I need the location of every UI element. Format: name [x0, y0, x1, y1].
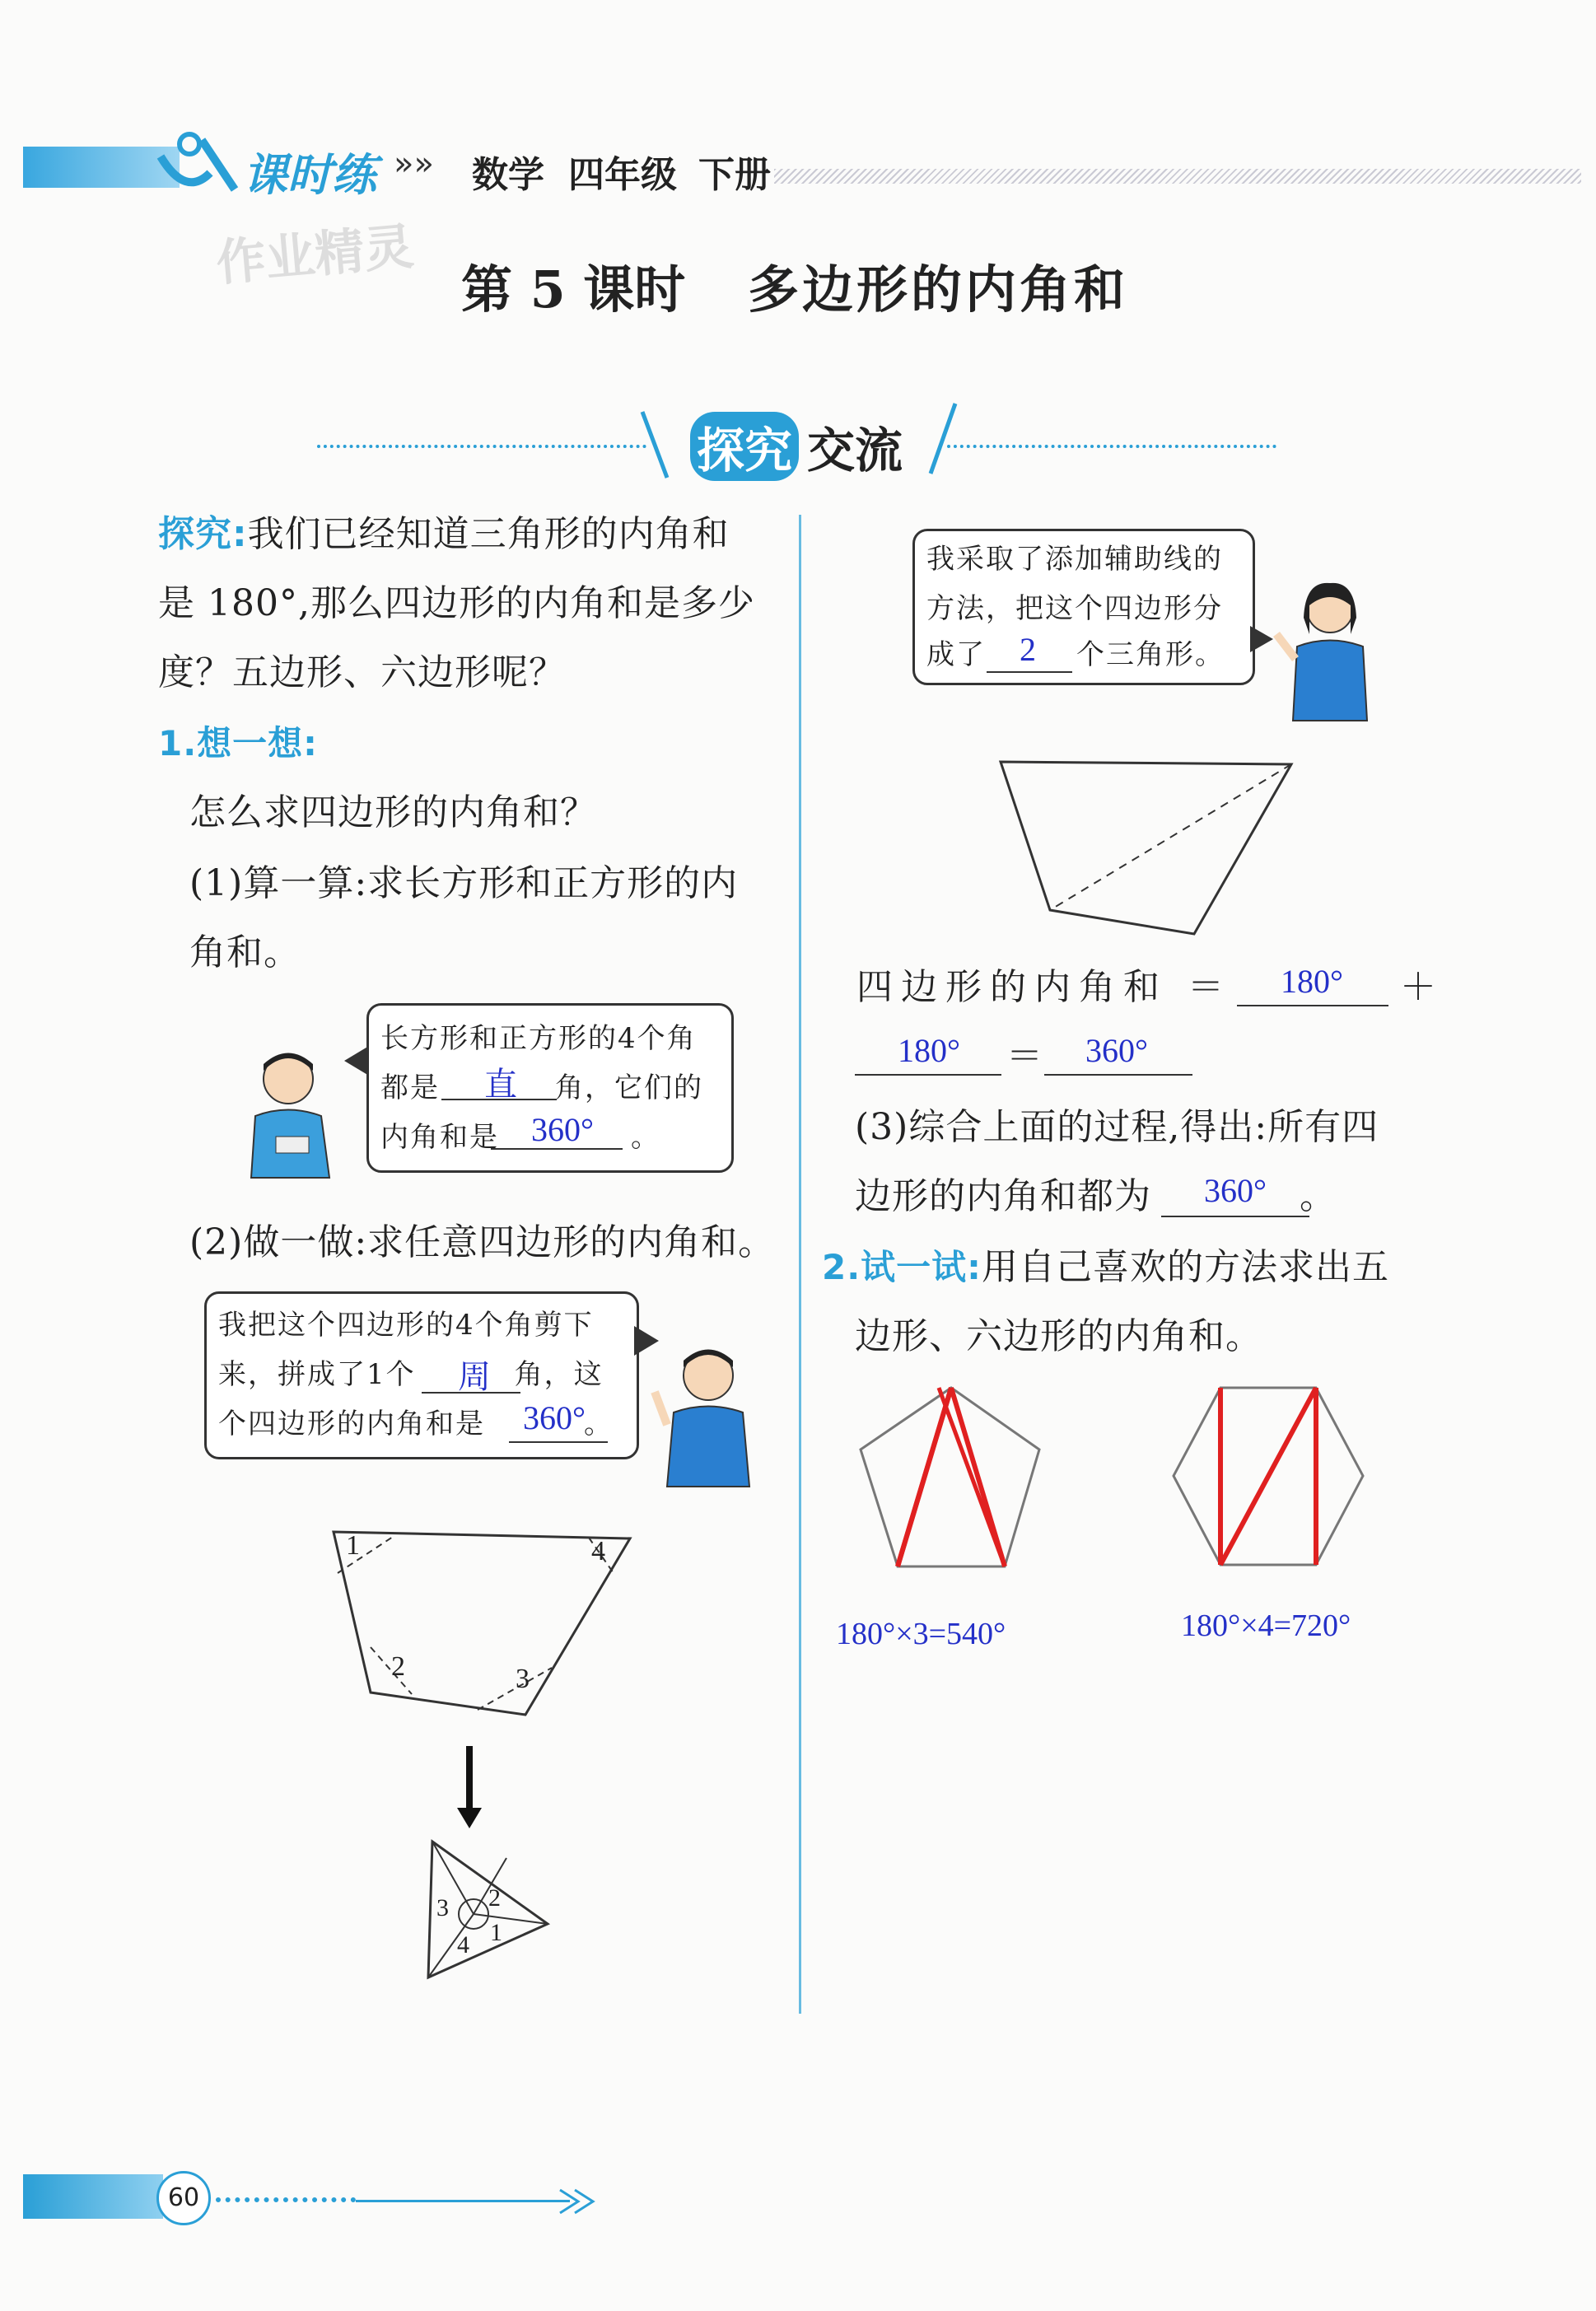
q2-label: 2.试一试: [822, 1247, 982, 1287]
header-stripe [774, 169, 1581, 184]
tri-label-4: 4 [457, 1931, 469, 1959]
bubble1-line-3 [380, 1113, 660, 1162]
hexagon-answer: 180°×4=720° [1181, 1608, 1351, 1643]
pentagon-answer: 180°×3=540° [836, 1617, 1006, 1651]
q1-label: 1.想一想: [158, 723, 318, 763]
bubble2-text-3b: 。 [584, 1408, 614, 1440]
bubble2-answer-2: 360° [523, 1399, 586, 1436]
lesson-number: 第 5 课时 [461, 259, 686, 320]
bubble3-answer: 2 [1020, 631, 1036, 668]
q3-answer: 360° [1204, 1172, 1267, 1209]
quad-label-2: 2 [391, 1651, 405, 1682]
speech-bubble-3 [912, 529, 1255, 685]
column-divider [799, 515, 801, 2014]
q3-line-1: (3)综合上面的过程,得出:所有四 [855, 1106, 1379, 1148]
intro-line-3: 度？五边形、六边形呢？ [158, 651, 566, 693]
bubble2-text-2b: 角，这 [514, 1358, 604, 1391]
bubble3-line-2: 方法，把这个四边形分 [926, 592, 1223, 625]
bubble1-text-2a: 都是 [380, 1071, 440, 1104]
q1-sub1-line-1: (1)算一算:求长方形和正方形的内 [189, 862, 739, 904]
bubble1-text-3b: 。 [631, 1121, 660, 1154]
footer-bar [23, 2174, 163, 2219]
banner-left-line [317, 445, 646, 448]
lesson-title: 多边形的内角和 [748, 259, 1129, 320]
hexagon-figure [1169, 1384, 1367, 1573]
boy-pointing-icon [651, 1342, 766, 1491]
banner-right-line [947, 445, 1276, 448]
q1-sub1-line-2: 角和。 [189, 931, 301, 973]
bubble1-line-1: 长方形和正方形的4个角 [380, 1022, 697, 1055]
q3-text-2a: 边形的内角和都为 [855, 1175, 1151, 1217]
sum-blank-1 [1237, 1005, 1388, 1006]
header-subject: 数学 [472, 154, 544, 196]
quad-label-4: 4 [591, 1536, 605, 1566]
sum-equals: ＝ [1006, 1035, 1043, 1077]
banner-title-b: 交流 [807, 423, 903, 479]
sum-plus: ＋ [1400, 966, 1437, 1008]
intro-line-2: 是 180°,那么四边形的内角和是多少 [158, 582, 755, 624]
intro-text-1: 我们已经知道三角形的内角和 [247, 513, 730, 555]
bubble1-text-2b: 角，它们的 [555, 1071, 703, 1104]
sum-answer-1: 180° [1281, 963, 1343, 1000]
bubble2-blank-2 [509, 1441, 608, 1443]
bubble3-text-3b: 个三角形。 [1076, 638, 1225, 671]
sum-line-1: 四边形的内角和 ＝ [856, 966, 1232, 1008]
bubble1-line-2 [380, 1063, 703, 1113]
q2-line-2: 边形、六边形的内角和。 [855, 1315, 1262, 1357]
header-grade: 四年级 [568, 154, 677, 196]
q1-text: 怎么求四边形的内角和？ [189, 791, 597, 833]
down-arrow-icon [453, 1746, 486, 1828]
sum-answer-3: 360° [1085, 1032, 1148, 1069]
bubble2-text-3a: 个四边形的内角和是 [218, 1408, 485, 1440]
q1-sub2: (2)做一做:求任意四边形的内角和。 [189, 1221, 776, 1263]
bubble1-answer-1: 直 [484, 1066, 517, 1103]
tri-label-3: 3 [436, 1894, 449, 1921]
tri-label-2: 2 [488, 1884, 501, 1912]
quadrilateral-shape [334, 1532, 630, 1715]
quad-label-3: 3 [516, 1664, 530, 1694]
bubble2-text-2a: 来，拼成了1个 [218, 1358, 416, 1391]
q3-blank [1161, 1216, 1309, 1217]
quadrilateral-diagonal-figure [996, 758, 1301, 939]
page-number: 60 [156, 2171, 211, 2225]
bubble1-text-3a: 内角和是 [380, 1121, 499, 1154]
banner-title-a: 探究 [690, 412, 799, 481]
sum-blank-2 [855, 1074, 1001, 1076]
brand-logo-icon [152, 124, 243, 198]
header-arrows: »» [394, 145, 434, 183]
bubble1-tail [344, 1046, 369, 1076]
intro-line-1 [158, 499, 730, 570]
intro-label: 探究: [158, 513, 248, 555]
bubble2-line-1: 我把这个四边形的4个角剪下 [218, 1309, 594, 1342]
brand-title: 课时练 [243, 149, 376, 201]
girl-figure-icon [1272, 577, 1379, 725]
bubble3-text-3a: 成了 [926, 638, 986, 671]
q2-line-1 [822, 1232, 1389, 1303]
footer-arrow-icon [560, 2187, 601, 2216]
bubble3-line-1: 我采取了添加辅助线的 [926, 543, 1223, 576]
q2-text-1: 用自己喜欢的方法求出五 [981, 1246, 1389, 1288]
bubble1-answer-2: 360° [531, 1111, 594, 1148]
tri-label-1: 1 [490, 1919, 502, 1946]
bubble2-line-2 [218, 1350, 604, 1399]
bubble3-blank [987, 671, 1072, 673]
bubble3-tail [1250, 626, 1273, 652]
header-volume: 下册 [698, 154, 771, 196]
boy-figure-icon [239, 1046, 354, 1186]
watermark: 作业精灵 [213, 217, 417, 293]
sum-blank-3 [1044, 1074, 1192, 1076]
footer-line [356, 2200, 570, 2202]
sum-answer-2: 180° [898, 1032, 960, 1069]
quad-label-1: 1 [346, 1530, 360, 1561]
pentagon-figure [856, 1384, 1046, 1573]
q3-text-2b: 。 [1300, 1175, 1337, 1217]
bubble3-line-3 [926, 630, 1225, 679]
bubble2-answer-1: 周 [458, 1358, 491, 1395]
footer-dots [216, 2197, 356, 2202]
